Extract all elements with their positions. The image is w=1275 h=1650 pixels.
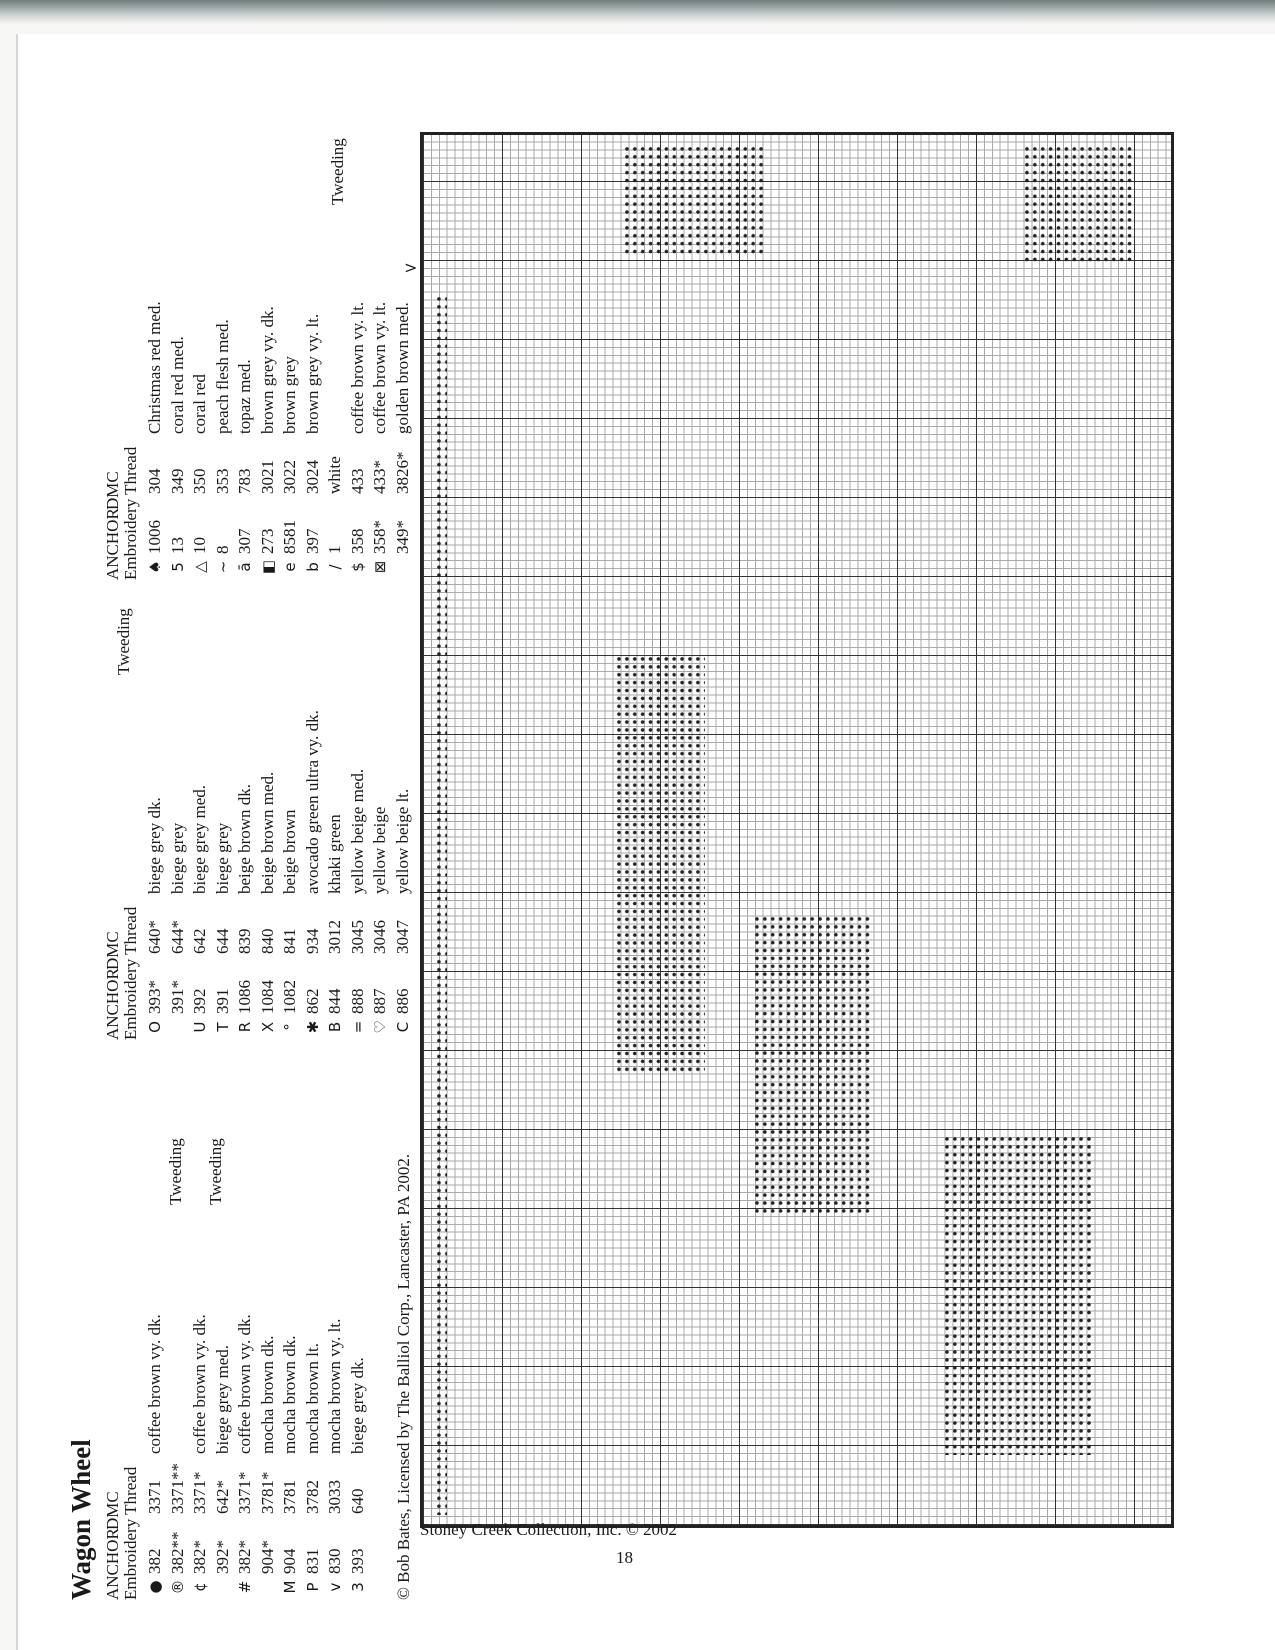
- dmc-number: 840: [257, 928, 277, 954]
- anchor-number: 904*: [257, 1540, 277, 1574]
- legend-row: [257, 710, 280, 1040]
- color-name: coffee brown vy. lt.: [370, 301, 389, 434]
- legend-header: ANCHORDMC Embroidery Thread: [103, 1466, 140, 1600]
- dmc-number: 783: [235, 468, 254, 494]
- legend-symbol: U: [191, 1021, 209, 1033]
- legend-row: [144, 1314, 167, 1600]
- legend-column-1: [104, 1314, 369, 1600]
- legend-symbol: ✱: [303, 1020, 322, 1034]
- legend-symbol: R: [236, 1021, 254, 1033]
- color-name: biege grey: [212, 822, 232, 894]
- tweeding-label: Tweeding: [206, 1138, 225, 1205]
- anchor-number: 886: [392, 988, 412, 1014]
- legend-row: [234, 1314, 257, 1600]
- page-number: 18: [616, 1548, 633, 1567]
- dmc-number: 644*: [167, 920, 187, 954]
- legend-symbol: #: [236, 1580, 254, 1594]
- legend-row: [279, 301, 302, 580]
- legend-symbol: 5: [168, 562, 187, 572]
- legend-symbol: ♠: [146, 560, 164, 574]
- dmc-number: 3021: [257, 460, 277, 494]
- legend-symbol: ●: [146, 1580, 164, 1594]
- color-name: Christmas red med.: [145, 301, 164, 434]
- color-name: yellow beige: [370, 806, 389, 894]
- color-name: mocha brown lt.: [302, 1343, 322, 1454]
- dmc-number: white: [325, 456, 344, 494]
- chart-fill-region: [943, 1135, 1093, 1455]
- legend-symbol: °: [281, 1023, 299, 1031]
- dmc-number: 433*: [370, 460, 389, 494]
- legend-row: [369, 301, 392, 580]
- dmc-number: 3782: [302, 1480, 322, 1514]
- legend-symbol: b: [303, 562, 322, 572]
- legend-row: [189, 1314, 212, 1600]
- legend-row: [302, 1314, 325, 1600]
- dmc-number: 3022: [280, 460, 299, 494]
- dmc-number: 3371: [145, 1480, 164, 1514]
- dmc-number: 3371*: [190, 1471, 209, 1514]
- color-name: yellow beige lt.: [392, 788, 412, 894]
- dmc-number: 3046: [370, 920, 389, 954]
- color-name: coffee brown vy. lt.: [347, 301, 367, 434]
- color-name: coral red: [190, 374, 209, 434]
- legend-row: [189, 710, 212, 1040]
- anchor-number: 382: [145, 1548, 164, 1574]
- legend-header: ANCHORDMC Embroidery Thread: [103, 446, 140, 580]
- color-name: beige brown dk.: [235, 783, 254, 894]
- legend-symbol: 3: [348, 1582, 367, 1592]
- anchor-number: 391*: [167, 980, 187, 1014]
- center-arrow: >: [404, 258, 418, 277]
- color-name: coffee brown vy. dk.: [145, 1314, 164, 1454]
- anchor-number: 888: [347, 988, 367, 1014]
- legend-symbol: ◧: [258, 559, 277, 575]
- legend-symbol: X: [258, 1021, 277, 1033]
- legend-row: [369, 710, 392, 1040]
- anchor-number: 844: [325, 988, 344, 1014]
- anchor-number: 904: [280, 1548, 299, 1574]
- chart-fill-band: [435, 295, 447, 1515]
- legend-row: [347, 301, 370, 580]
- dmc-number: 3781*: [257, 1471, 277, 1514]
- chart-fill-region: [753, 915, 873, 1215]
- legend-row: [324, 710, 347, 1040]
- legend-symbol: ā: [236, 562, 254, 572]
- dmc-number: 841: [280, 928, 299, 954]
- legend-symbol: B: [326, 1021, 344, 1033]
- color-name: mocha brown dk.: [257, 1335, 277, 1454]
- dmc-number: 3371*: [235, 1471, 254, 1514]
- dmc-number: 3045: [347, 920, 367, 954]
- legend-symbol: /: [326, 564, 344, 570]
- legend-row: [144, 301, 167, 580]
- legend-symbol: v: [326, 1582, 344, 1592]
- legend-symbol: C: [393, 1021, 412, 1033]
- dmc-number: 839: [235, 928, 254, 954]
- dmc-number: 353: [212, 468, 232, 494]
- legend-column-3: [104, 301, 414, 580]
- legend-row: [347, 710, 370, 1040]
- legend-symbol: =: [348, 1020, 367, 1034]
- dmc-number: 642*: [212, 1480, 232, 1514]
- color-name: biege grey dk.: [347, 1357, 367, 1454]
- anchor-number: 831: [302, 1548, 322, 1574]
- anchor-number: 1: [325, 545, 344, 554]
- color-name: khaki green: [325, 814, 344, 894]
- anchor-number: 349*: [392, 520, 412, 554]
- legend-row: [144, 710, 167, 1040]
- anchor-number: 887: [370, 988, 389, 1014]
- anchor-number: 10: [190, 537, 209, 554]
- legend-row: [324, 301, 347, 580]
- legend-symbol: M: [281, 1580, 299, 1594]
- anchor-number: 1084: [257, 980, 277, 1014]
- anchor-number: 1086: [235, 980, 254, 1014]
- anchor-number: 830: [325, 1548, 344, 1574]
- tweeding-label: Tweeding: [328, 138, 347, 205]
- legend-row: [212, 1314, 235, 1600]
- legend-symbol: ~: [213, 560, 232, 574]
- legend-row: [392, 301, 415, 580]
- color-name: peach flesh med.: [212, 319, 232, 434]
- legend-symbol: e: [281, 562, 299, 572]
- legend-row: [189, 301, 212, 580]
- anchor-number: 392: [190, 988, 209, 1014]
- color-name: brown grey vy. lt.: [302, 313, 322, 434]
- anchor-number: 397: [302, 528, 322, 554]
- dmc-number: 3033: [325, 1480, 344, 1514]
- publisher-footer: Stoney Creek Collection, Inc. © 2002: [420, 1520, 678, 1539]
- dmc-number: 350: [190, 468, 209, 494]
- legend-symbol: ®: [168, 1579, 187, 1595]
- anchor-number: 358: [347, 528, 367, 554]
- anchor-number: 358*: [370, 520, 389, 554]
- anchor-number: 392*: [212, 1540, 232, 1574]
- legend-row: [302, 301, 325, 580]
- legend-row: [167, 301, 190, 580]
- color-name: golden brown med.: [392, 302, 412, 434]
- legend-row: [347, 1314, 370, 1600]
- dmc-number: 934: [302, 928, 322, 954]
- anchor-number: 393: [347, 1548, 367, 1574]
- anchor-number: 862: [302, 988, 322, 1014]
- dmc-number: 3826*: [392, 451, 412, 494]
- dmc-number: 642: [190, 928, 209, 954]
- legend-symbol: P: [303, 1582, 322, 1592]
- pattern-title: Wagon Wheel: [66, 1439, 96, 1600]
- dmc-number: 640: [347, 1488, 367, 1514]
- dmc-number: 3024: [302, 460, 322, 494]
- legend-header: ANCHORDMC Embroidery Thread: [103, 906, 140, 1040]
- legend-row: [167, 710, 190, 1040]
- color-name: yellow beige med.: [347, 768, 367, 894]
- dmc-number: 3371**: [167, 1463, 187, 1514]
- legend-symbol: ⊠: [371, 560, 389, 574]
- dmc-number: 349: [167, 468, 187, 494]
- legend-row: [212, 710, 235, 1040]
- legend-symbol: ♡: [371, 1020, 389, 1034]
- color-name: biege grey med.: [190, 784, 209, 894]
- color-name: mocha brown dk.: [280, 1335, 299, 1454]
- tweeding-label: Tweeding: [166, 1138, 185, 1205]
- dmc-number: 304: [145, 468, 164, 494]
- anchor-number: 8581: [280, 520, 299, 554]
- legend-row: [257, 301, 280, 580]
- legend-row: [392, 710, 415, 1040]
- legend-row: [167, 1314, 190, 1600]
- dmc-number: 3012: [325, 920, 344, 954]
- tweeding-label: Tweeding: [114, 608, 133, 675]
- copyright-notice: © Bob Bates, Licensed by The Balliol Corp., Lancaster, PA 2002.: [394, 1153, 413, 1600]
- legend-symbol: T: [213, 1022, 232, 1032]
- color-name: beige brown med.: [257, 771, 277, 894]
- legend-symbol: O: [146, 1021, 164, 1033]
- legend-row: [212, 301, 235, 580]
- color-name: avocado green ultra vy. dk.: [302, 710, 322, 894]
- chart-fill-region: [623, 145, 763, 255]
- color-name: coral red med.: [167, 336, 187, 434]
- color-name: coffee brown vy. dk.: [235, 1314, 254, 1454]
- legend-column-2: [104, 710, 414, 1040]
- color-name: brown grey: [280, 356, 299, 434]
- anchor-number: 393*: [145, 980, 164, 1014]
- anchor-number: 382*: [235, 1540, 254, 1574]
- anchor-number: 307: [235, 528, 254, 554]
- color-name: mocha brown vy. lt.: [325, 1318, 344, 1454]
- color-name: topaz med.: [235, 359, 254, 434]
- cross-stitch-chart: [420, 132, 1174, 1528]
- chart-fill-region: [1023, 145, 1133, 265]
- chart-fill-region: [615, 655, 705, 1075]
- anchor-number: 382**: [167, 1531, 187, 1574]
- anchor-number: 1082: [280, 980, 299, 1014]
- color-name: coffee brown vy. dk.: [190, 1314, 209, 1454]
- legend-symbol: $: [348, 562, 367, 572]
- anchor-number: 8: [212, 545, 232, 554]
- legend-row: [234, 710, 257, 1040]
- color-name: biege grey med.: [212, 1344, 232, 1454]
- dmc-number: 3781: [280, 1480, 299, 1514]
- legend-row: [324, 1314, 347, 1600]
- dmc-number: 433: [347, 468, 367, 494]
- anchor-number: 391: [212, 988, 232, 1014]
- color-name: biege grey: [167, 822, 187, 894]
- legend-symbol: ¢: [191, 1582, 209, 1592]
- dmc-number: 640*: [145, 920, 164, 954]
- color-name: beige brown: [280, 809, 299, 894]
- legend-row: [279, 710, 302, 1040]
- scan-top-shadow: [0, 0, 1275, 24]
- legend-row: [302, 710, 325, 1040]
- anchor-number: 273: [257, 528, 277, 554]
- anchor-number: 382*: [190, 1540, 209, 1574]
- legend-row: [257, 1314, 280, 1600]
- legend-row: [234, 301, 257, 580]
- color-name: brown grey vy. dk.: [257, 306, 277, 434]
- legend-symbol: △: [191, 561, 209, 573]
- color-name: biege grey dk.: [145, 797, 164, 894]
- legend-row: [279, 1314, 302, 1600]
- anchor-number: 13: [167, 537, 187, 554]
- dmc-number: 644: [212, 928, 232, 954]
- legend-rotated: [56, 60, 476, 1600]
- anchor-number: 1006: [145, 520, 164, 554]
- dmc-number: 3047: [392, 920, 412, 954]
